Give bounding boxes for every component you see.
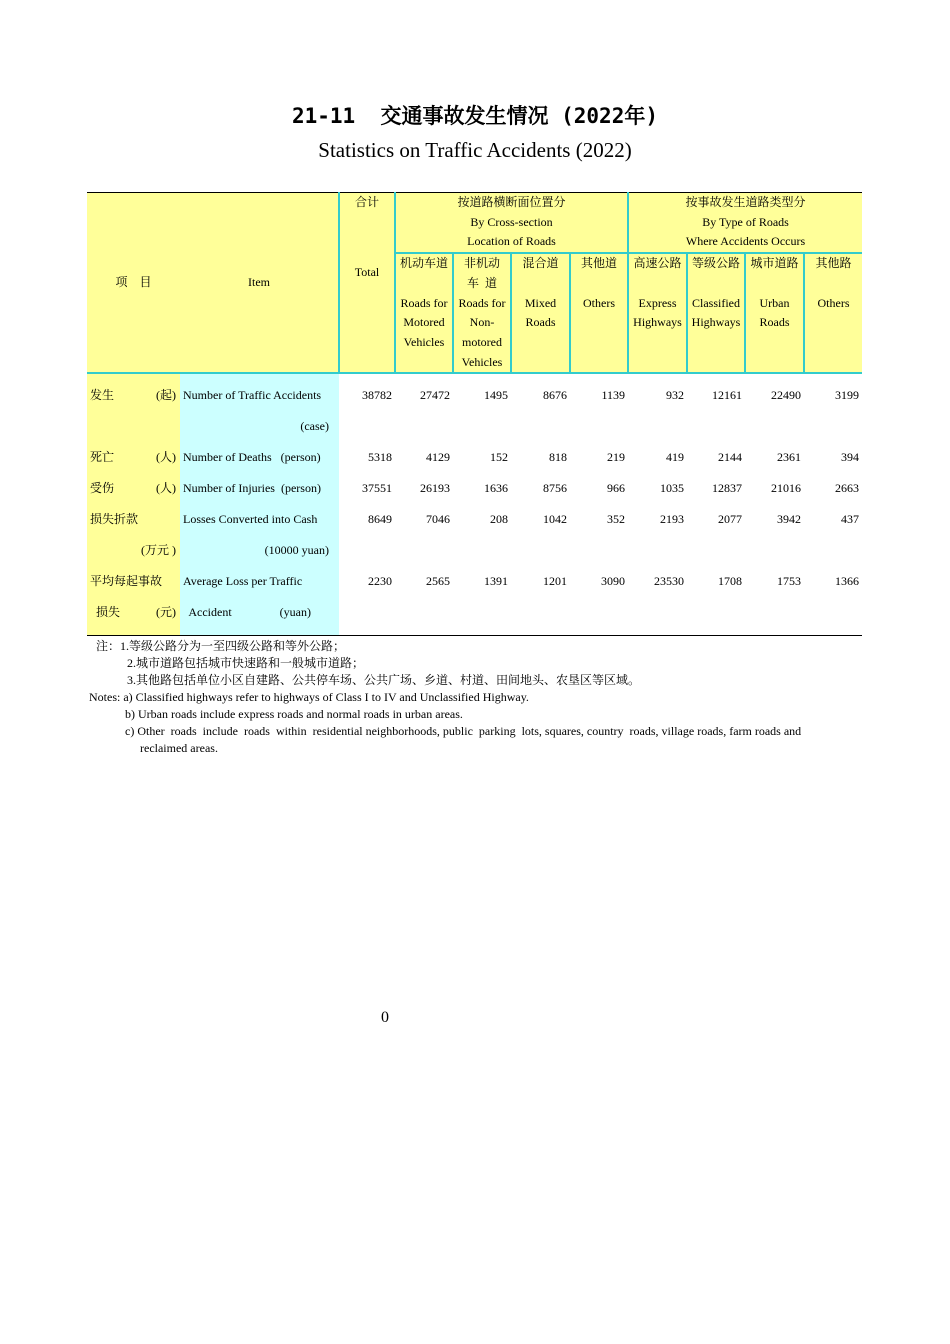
- row-label-en: Number of Injuries (person): [180, 473, 339, 504]
- cell-value: 2144: [718, 450, 743, 465]
- col-label-en: Roads: [759, 315, 790, 330]
- header-total-zh: 合计: [354, 195, 379, 209]
- col-label-zh: 等级公路: [692, 256, 741, 271]
- group-label-en: Where Accidents Occurs: [685, 234, 806, 249]
- header-col-4: [628, 253, 687, 373]
- cell-value: 1391: [484, 574, 508, 589]
- col-label-en: Vehicles: [403, 334, 445, 349]
- col-label-zh: 城市道路: [750, 256, 799, 271]
- row-label-zh: [87, 504, 180, 535]
- col-label-en: Roads for: [458, 295, 506, 310]
- cell-value: [395, 597, 453, 628]
- cell-value: [687, 411, 745, 442]
- cell-value: [745, 597, 804, 628]
- note-en-c-cont: reclaimed areas.: [140, 741, 218, 755]
- cell-value: 437: [841, 512, 860, 527]
- cell-value: 2193: [660, 512, 685, 527]
- cell-value: [339, 597, 395, 628]
- cell-value: 352: [607, 512, 626, 527]
- table-row: [87, 566, 862, 597]
- row-label-en: (10000 yuan): [180, 535, 339, 566]
- row-label-zh: [87, 473, 180, 504]
- col-label-en: Urban: [759, 295, 790, 310]
- row-zh-text: 发生: [90, 388, 115, 403]
- cell-value: 4129: [426, 450, 450, 465]
- col-label-zh: 其他路: [815, 256, 852, 271]
- col-label-en: Roads for: [400, 295, 448, 310]
- col-label-en: Others: [817, 295, 850, 310]
- cell-value: [628, 597, 687, 628]
- cell-value: 27472: [420, 388, 450, 403]
- row-label-zh: [87, 597, 180, 628]
- note-en-b: b) Urban roads include express roads and normal roads in urban areas.: [125, 707, 463, 721]
- row-zh-unit: (起): [156, 388, 176, 403]
- cell-value: [628, 411, 687, 442]
- cell-value: [570, 535, 628, 566]
- col-label-en: [688, 274, 744, 294]
- cell-value: 1201: [543, 574, 567, 589]
- cell-value: 3199: [835, 388, 860, 403]
- cell-value: [570, 411, 628, 442]
- cell-value: 1139: [601, 388, 626, 403]
- group-label-en: Location of Roads: [467, 234, 556, 249]
- header-col-3: [570, 253, 628, 373]
- col-label-en: Classified: [692, 295, 741, 310]
- cell-value: [745, 535, 804, 566]
- cell-value: [339, 535, 395, 566]
- cell-value: [395, 411, 453, 442]
- row-label-zh: [87, 566, 180, 597]
- note-zh-2: 2.城市道路包括城市快速路和一般城市道路；: [127, 656, 365, 670]
- table-row: [87, 473, 862, 504]
- header-group-road-type: [628, 193, 862, 254]
- row-zh-unit: (人): [156, 450, 176, 465]
- cell-value: 1366: [835, 574, 860, 589]
- title-zh: 21-11 交通事故发生情况 (2022年): [291, 104, 658, 128]
- row-zh-unit: (人): [156, 481, 176, 496]
- cell-value: 5318: [368, 450, 392, 465]
- note-en-a: Notes: a) Classified highways refer to highways of Class I to IV and Unclassified Highway.: [89, 690, 529, 704]
- header-col-0: [395, 253, 453, 373]
- col-label-zh: 非机动: [463, 256, 500, 271]
- cell-value: 8756: [543, 481, 567, 496]
- cell-value: [511, 411, 570, 442]
- col-label-en: [396, 274, 452, 294]
- cell-value: 219: [607, 450, 626, 465]
- cell-value: 1042: [543, 512, 567, 527]
- note-en-c: c) Other roads include roads within residential neighborhoods, public parking lots, squares, country roads, village roads, farm roads and: [125, 724, 802, 738]
- row-zh-text: 平均每起事故: [90, 574, 163, 589]
- title-en: Statistics on Traffic Accidents (2022): [318, 138, 632, 162]
- cell-value: 419: [666, 450, 685, 465]
- cell-value: 208: [490, 512, 508, 527]
- cell-value: 12837: [712, 481, 743, 496]
- row-label-zh: [87, 535, 180, 566]
- cell-value: [395, 535, 453, 566]
- col-label-zh: 机动车道: [399, 256, 448, 271]
- cell-value: 966: [607, 481, 626, 496]
- cell-value: [687, 597, 745, 628]
- cell-value: 7046: [426, 512, 450, 527]
- cell-value: 26193: [420, 481, 450, 496]
- header-total-en: Total: [354, 264, 380, 279]
- header-col-7: [804, 253, 862, 373]
- row-zh-text: 死亡: [90, 450, 115, 465]
- col-label-en: 车 道: [466, 275, 497, 290]
- col-label-zh: 高速公路: [633, 256, 682, 271]
- cell-value: [339, 411, 395, 442]
- cell-value: [804, 597, 862, 628]
- group-label-zh: 按事故发生道路类型分: [685, 195, 806, 209]
- cell-value: [628, 535, 687, 566]
- cell-value: 23530: [654, 574, 685, 589]
- cell-value: 394: [841, 450, 860, 465]
- cell-value: 38782: [362, 388, 392, 403]
- note-zh-1: 注：1.等级公路分为一至四级公路和等外公路；: [96, 639, 346, 653]
- header-group-cross-section: [395, 193, 628, 254]
- cell-value: 3090: [601, 574, 626, 589]
- cell-value: 1753: [777, 574, 802, 589]
- cell-value: [570, 597, 628, 628]
- cell-value: 2663: [835, 481, 860, 496]
- cell-value: 1708: [718, 574, 743, 589]
- row-label-en: (case): [180, 411, 339, 442]
- cell-value: 2230: [368, 574, 392, 589]
- group-label-en: By Cross-section: [470, 214, 553, 229]
- cell-value: 2565: [426, 574, 450, 589]
- row-zh-unit: (万元 ): [141, 543, 176, 558]
- cell-value: 8676: [543, 388, 567, 403]
- col-label-en: [512, 274, 569, 294]
- row-label-en: Number of Deaths (person): [180, 442, 339, 473]
- col-label-en: Non-: [469, 315, 495, 330]
- table-row: [87, 597, 862, 628]
- row-label-en: Average Loss per Traffic: [180, 566, 339, 597]
- col-label-en: Vehicles: [461, 354, 503, 369]
- col-label-en: motored: [462, 334, 502, 349]
- row-zh-unit: (元): [156, 605, 176, 620]
- cell-value: 152: [490, 450, 508, 465]
- col-label-zh: 其他道: [581, 256, 618, 271]
- cell-value: 3942: [777, 512, 802, 527]
- cell-value: 1035: [660, 481, 685, 496]
- cell-value: [804, 411, 862, 442]
- cell-value: 2077: [718, 512, 743, 527]
- page-number: 0: [381, 1009, 389, 1026]
- header-col-5: [687, 253, 745, 373]
- col-label-en: Roads: [525, 315, 556, 330]
- header-col-2: [511, 253, 570, 373]
- cell-value: [511, 535, 570, 566]
- col-label-en: [805, 274, 862, 294]
- cell-value: 8649: [368, 512, 392, 527]
- table-row: [87, 504, 862, 535]
- cell-value: [453, 535, 511, 566]
- cell-value: 1495: [484, 388, 508, 403]
- col-label-en: Others: [583, 295, 615, 310]
- col-label-en: Highways: [633, 315, 682, 330]
- col-label-en: [571, 274, 627, 294]
- cell-value: 2361: [777, 450, 802, 465]
- group-label-en: By Type of Roads: [702, 214, 789, 229]
- cell-value: 932: [666, 388, 685, 403]
- col-label-en: [629, 274, 686, 294]
- col-label-zh: 混合道: [522, 256, 559, 271]
- row-label-zh: [87, 411, 180, 442]
- cell-value: [511, 597, 570, 628]
- cell-value: [687, 535, 745, 566]
- cell-value: 37551: [362, 481, 392, 496]
- row-label-zh: [87, 380, 180, 411]
- row-label-en: Accident (yuan): [180, 597, 339, 628]
- table-row: [87, 411, 862, 442]
- row-label-en: Number of Traffic Accidents: [180, 380, 339, 411]
- note-zh-3: 3.其他路包括单位小区自建路、公共停车场、公共广场、乡道、村道、田间地头、农垦区等区域。: [127, 673, 641, 687]
- cell-value: [804, 535, 862, 566]
- cell-value: 818: [549, 450, 567, 465]
- table-row: [87, 535, 862, 566]
- cell-value: 22490: [771, 388, 802, 403]
- header-item-en: Item: [180, 193, 339, 374]
- col-label-en: Express: [638, 295, 677, 310]
- cell-value: [745, 411, 804, 442]
- row-zh-text: 损失: [90, 605, 121, 620]
- statistics-table: [87, 192, 862, 636]
- header-total: [339, 193, 395, 374]
- cell-value: 12161: [712, 388, 743, 403]
- row-label-en: Losses Converted into Cash: [180, 504, 339, 535]
- group-label-zh: 按道路横断面位置分: [457, 195, 566, 209]
- col-label-en: [746, 274, 803, 294]
- col-label-en: Highways: [691, 315, 741, 330]
- row-zh-text: 受伤: [90, 481, 115, 496]
- cell-value: [453, 597, 511, 628]
- cell-value: 21016: [771, 481, 802, 496]
- cell-value: 1636: [484, 481, 508, 496]
- table-row: [87, 380, 862, 411]
- header-item-zh: 项 目: [87, 193, 180, 374]
- row-zh-text: 损失折款: [90, 512, 139, 527]
- cell-value: [453, 411, 511, 442]
- header-col-6: [745, 253, 804, 373]
- col-label-en: Motored: [403, 315, 445, 330]
- header-col-1: [453, 253, 511, 373]
- notes: [89, 638, 859, 757]
- row-label-zh: [87, 442, 180, 473]
- col-label-en: Mixed: [524, 295, 557, 310]
- table-row: [87, 442, 862, 473]
